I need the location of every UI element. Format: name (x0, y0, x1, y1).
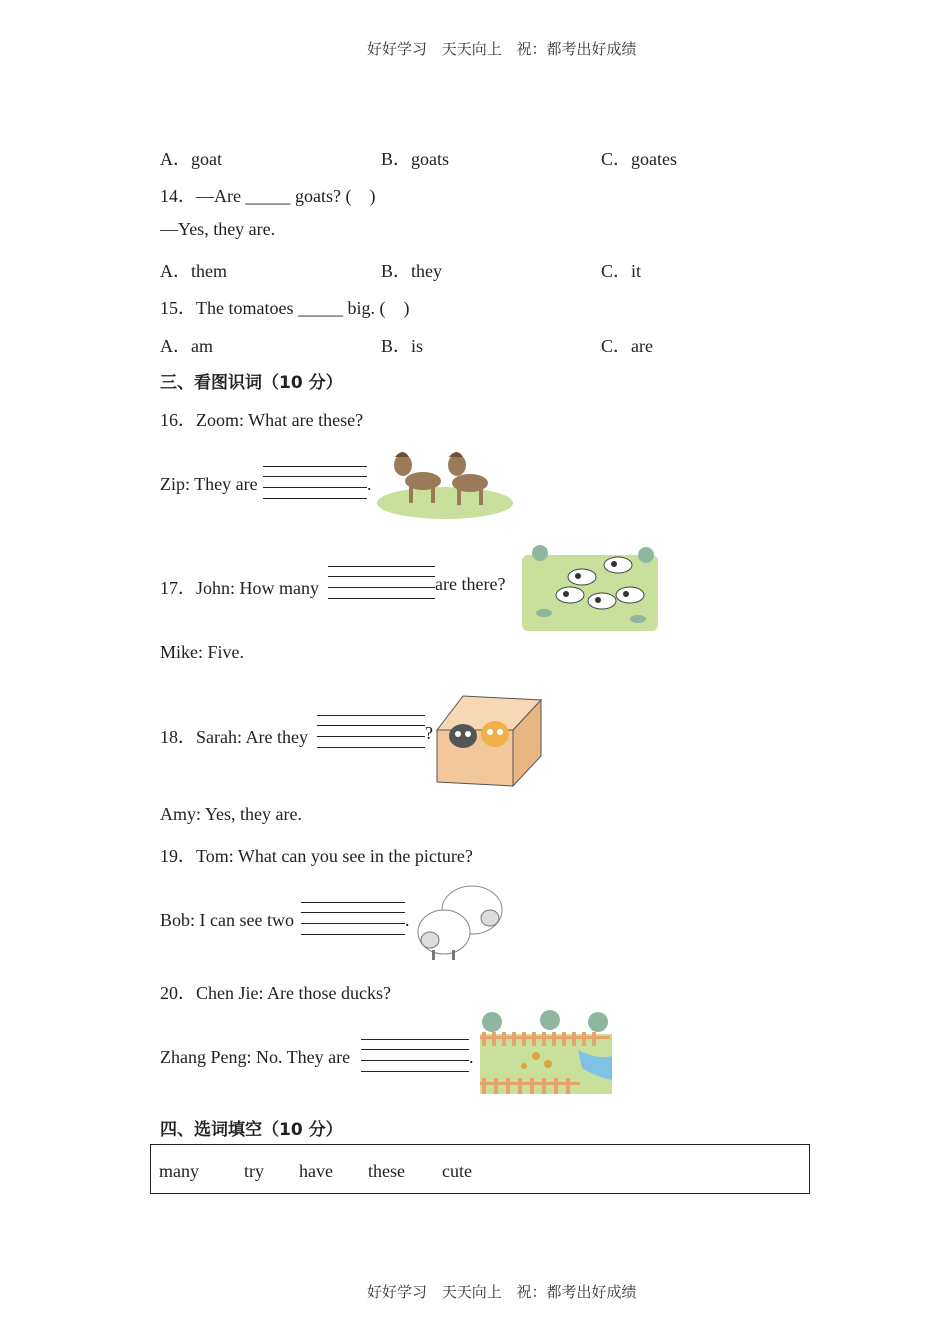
q15-option-a: A．am (160, 336, 213, 356)
q15-option-c: C．are (601, 336, 653, 356)
q15-option-b: B．is (381, 336, 424, 356)
word-bank-box (150, 1144, 810, 1194)
section-3-title: 三、看图识词（10 分） (160, 373, 343, 393)
word-bank-word-cute: cute (442, 1161, 472, 1181)
q13-option-b: B．goats (381, 149, 450, 169)
q16-stem: 16．Zoom: What are these? (160, 410, 364, 430)
q14-option-c: C．it (601, 261, 642, 281)
q19-answer-lines[interactable] (301, 902, 405, 936)
q16-answer-prefix: Zip: They are (160, 474, 258, 494)
q14-reply: —Yes, they are. (160, 219, 276, 239)
q18-reply: Amy: Yes, they are. (160, 804, 302, 824)
page-header: 好好学习 天天向上 祝：都考出好成绩 (367, 40, 637, 58)
word-bank-word-these: these (368, 1161, 405, 1181)
q20-stem: 20．Chen Jie: Are those ducks? (160, 983, 391, 1003)
farm-picture (478, 1010, 614, 1096)
q18-answer-lines[interactable] (317, 715, 425, 749)
q20-answer-lines[interactable] (361, 1039, 469, 1073)
q13-option-c: C．goates (601, 149, 677, 169)
q17-prefix: 17．John: How many (160, 578, 319, 598)
q19-answer-suffix: . (405, 910, 410, 930)
q16-answer-lines[interactable] (263, 466, 367, 500)
cows-picture (522, 543, 658, 631)
q20-answer-prefix: Zhang Peng: No. They are (160, 1047, 351, 1067)
word-bank-word-many: many (159, 1161, 199, 1181)
q17-suffix: are there? (435, 574, 506, 594)
q18-prefix: 18．Sarah: Are they (160, 727, 308, 747)
word-bank-word-have: have (299, 1161, 333, 1181)
q14-option-b: B．they (381, 261, 442, 281)
page-footer: 好好学习 天天向上 祝：都考出好成绩 (367, 1283, 637, 1301)
q15-stem: 15．The tomatoes _____ big. ( ) (160, 298, 410, 318)
q16-answer-suffix: . (367, 474, 372, 494)
q17-reply: Mike: Five. (160, 642, 244, 662)
q20-answer-suffix: . (469, 1047, 474, 1067)
q17-answer-lines[interactable] (328, 566, 435, 600)
q19-answer-prefix: Bob: I can see two (160, 910, 294, 930)
q13-option-a: A．goat (160, 149, 222, 169)
cats-in-box-picture (433, 690, 545, 788)
q18-suffix: ? (425, 723, 433, 743)
word-bank-word-try: try (244, 1161, 264, 1181)
horses-picture (375, 443, 515, 521)
section-4-title: 四、选词填空（10 分） (160, 1120, 343, 1140)
sheep-picture (412, 880, 507, 965)
q19-stem: 19．Tom: What can you see in the picture? (160, 846, 473, 866)
q14-stem: 14．—Are _____ goats? ( ) (160, 186, 376, 206)
q14-option-a: A．them (160, 261, 227, 281)
